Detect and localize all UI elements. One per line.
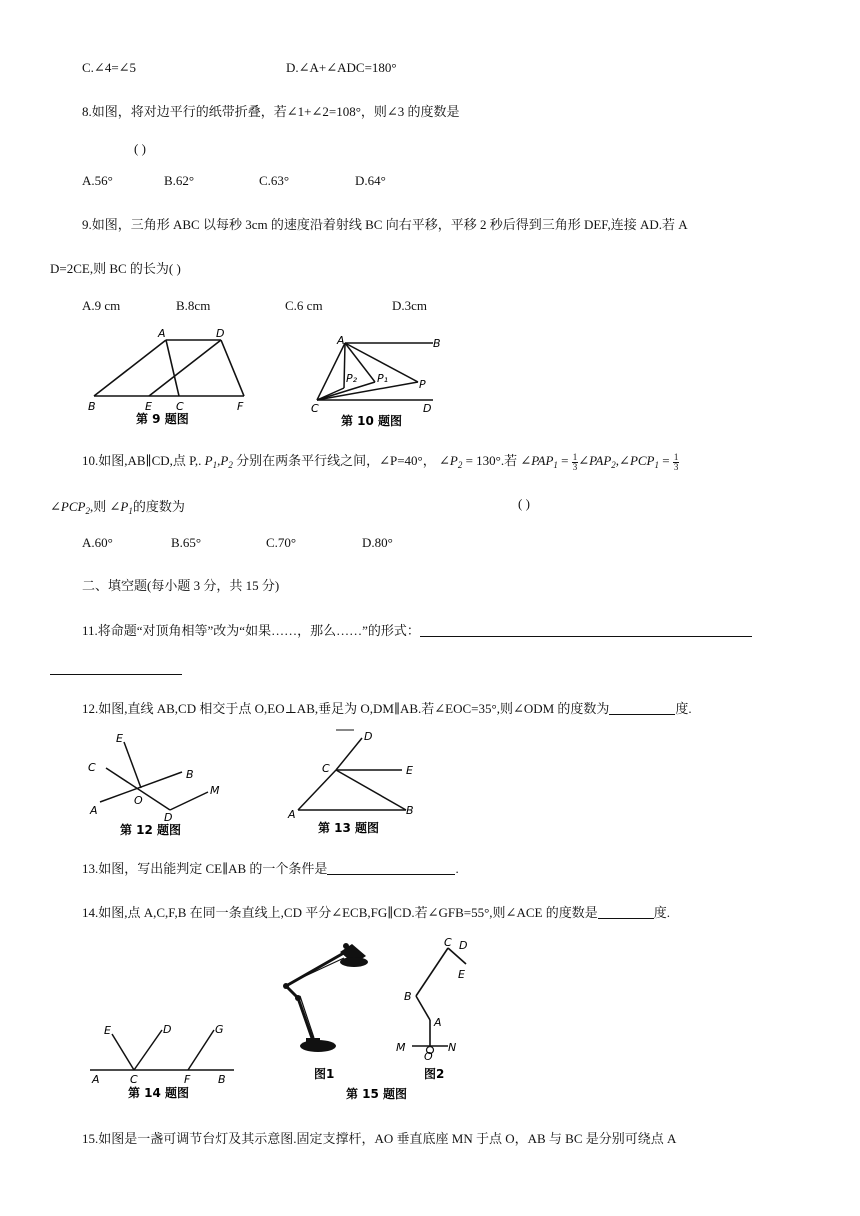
- fig10-label-p1: P₁: [377, 372, 389, 385]
- fig12-label-d: D: [164, 811, 173, 824]
- q10-stem-line2: [50, 496, 185, 516]
- section-2-heading: 二、填空题(每小题 3 分，共 15 分): [82, 578, 280, 593]
- fig15-label-b: B: [404, 990, 412, 1003]
- figure-10: [305, 330, 450, 430]
- figure-13: [284, 726, 424, 838]
- figure-15: [270, 934, 470, 1104]
- q10-text-4: ,∠PCP: [615, 453, 655, 468]
- q13-answer-blank[interactable]: [327, 860, 455, 875]
- q10-angle-pap1: $\angle PAP_1$: [520, 453, 558, 470]
- fig15-label-d: D: [459, 939, 468, 952]
- fig13-label-c: C: [322, 762, 330, 775]
- q9-stem-line2: D=2CE,则 BC 的长为( ): [50, 261, 181, 276]
- q8-option-d: D.64°: [355, 173, 386, 188]
- fig15-label-a: A: [434, 1016, 442, 1029]
- fig10-label-c: C: [311, 402, 319, 415]
- fig9-label-b: B: [88, 400, 96, 413]
- fig15-label-c: C: [444, 936, 452, 949]
- fig12-caption: 第 12 题图: [120, 823, 182, 837]
- fig12-label-e: E: [116, 732, 123, 745]
- q10-comma: ,: [217, 453, 221, 468]
- q11-answer-blank-2[interactable]: [50, 660, 182, 675]
- q11-stem: [82, 620, 752, 639]
- q10-text-2: 分别在两条平行线之间，∠P=40°，: [236, 453, 436, 468]
- fig13-caption: 第 13 题图: [318, 821, 380, 835]
- fig10-label-d: D: [423, 402, 432, 415]
- fig15-label-n: N: [448, 1041, 457, 1054]
- q10-fraction-1: $\frac{1}{3}$: [572, 451, 578, 472]
- fig14-label-d: D: [163, 1023, 172, 1036]
- fig10-label-b: B: [433, 337, 441, 350]
- fig10-label-p: P: [419, 378, 426, 391]
- fig13-label-e: E: [406, 764, 413, 777]
- fig14-label-e: E: [104, 1024, 111, 1037]
- fig15-sub1: 图1: [314, 1067, 335, 1081]
- q10-option-d: D.80°: [362, 535, 393, 550]
- q10-p2-symbol: $P_2$: [220, 453, 233, 470]
- q14-answer-blank[interactable]: [598, 904, 654, 919]
- figure-12: [86, 728, 236, 840]
- fig9-label-c: C: [176, 400, 184, 413]
- fig9-label-f: F: [237, 400, 244, 413]
- q10-angle-p2: $\angle P_2$: [438, 453, 463, 470]
- q10-equals-2: =: [662, 453, 670, 468]
- q10-angle-pcp2: $\angle PCP_2$: [50, 499, 90, 516]
- fig15-sub2: 图2: [424, 1067, 445, 1081]
- q10-text-1: 10.如图,AB∥CD,点 P,.: [82, 453, 202, 468]
- fig14-label-a: A: [92, 1073, 100, 1086]
- q10-text-3: = 130°.若: [465, 453, 518, 468]
- q10-equals-1: =: [561, 453, 569, 468]
- fig9-label-a: A: [158, 327, 166, 340]
- fig14-label-c: C: [130, 1073, 138, 1086]
- q10-sub-1: 1: [654, 460, 659, 470]
- fig12-label-a: A: [90, 804, 98, 817]
- q14-text: 14.如图,点 A,C,F,B 在同一条直线上,CD 平分∠ECB,FG∥CD.若∠GFB=55°,则∠ACE 的度数是: [82, 905, 598, 920]
- fig12-label-m: M: [210, 784, 220, 797]
- q11-text: 11.将命题“对顶角相等”改为“如果……，那么……”的形式：: [82, 623, 420, 638]
- q12-unit: 度.: [675, 701, 692, 716]
- q10-stem-line1: [82, 450, 679, 472]
- fig12-label-o: O: [134, 794, 143, 807]
- fig13-label-b: B: [406, 804, 414, 817]
- q7-option-c: C.∠4=∠5: [82, 60, 137, 75]
- q13-stem: [82, 858, 459, 877]
- fig13-label-a: A: [288, 808, 296, 821]
- fig14-caption: 第 14 题图: [128, 1086, 190, 1100]
- q13-text: 13.如图，写出能判定 CE∥AB 的一个条件是: [82, 861, 328, 876]
- q8-option-b: B.62°: [164, 173, 195, 188]
- fig10-label-p2: P₂: [346, 372, 358, 385]
- figure-9: [80, 324, 260, 430]
- q15-stem: 15.如图是一盏可调节台灯及其示意图.固定支撑杆，AO 垂直底座 MN 于点 O，AB 与 BC 是分别可绕点 A: [82, 1131, 677, 1146]
- q11-continuation: [50, 660, 182, 677]
- q8-option-a: A.56°: [82, 173, 113, 188]
- q12-text: 12.如图,直线 AB,CD 相交于点 O,EO⊥AB,垂足为 O,DM∥AB.若∠EOC=35°,则∠ODM 的度数为: [82, 701, 610, 716]
- fig13-label-d: D: [364, 730, 373, 743]
- fig9-label-d: D: [216, 327, 225, 340]
- q10-angle-p1: $\angle P_1$: [109, 499, 133, 516]
- q10-fraction-2: $\frac{1}{3}$: [673, 451, 679, 472]
- q9-stem-line1: 9.如图，三角形 ABC 以每秒 3cm 的速度沿着射线 BC 向右平移，平移 2 秒后得到三角形 DEF,连接 AD.若 A: [82, 217, 688, 232]
- fig14-label-g: G: [215, 1023, 224, 1036]
- q9-option-d: D.3cm: [392, 298, 428, 313]
- figure-14: [88, 1016, 238, 1102]
- q13-period: .: [455, 861, 459, 876]
- q10-option-b: B.65°: [171, 535, 202, 550]
- q10-paren: ( ): [518, 496, 530, 511]
- fig14-label-b: B: [218, 1073, 226, 1086]
- q14-stem: [82, 902, 670, 921]
- q10-option-c: C.70°: [266, 535, 297, 550]
- q9-option-c: C.6 cm: [285, 298, 323, 313]
- fig9-label-e: E: [145, 400, 152, 413]
- q8-option-c: C.63°: [259, 173, 290, 188]
- fig15-label-e: E: [458, 968, 465, 981]
- q12-answer-blank[interactable]: [609, 700, 675, 715]
- q14-unit: 度.: [653, 905, 670, 920]
- fig15-label-m: M: [396, 1041, 406, 1054]
- q12-stem: [82, 698, 692, 717]
- q9-option-a: A.9 cm: [82, 298, 121, 313]
- q10-text-6: 的度数为: [132, 499, 185, 514]
- fig10-caption: 第 10 题图: [341, 414, 403, 428]
- q11-answer-blank[interactable]: [420, 622, 752, 637]
- fig14-label-f: F: [184, 1073, 191, 1086]
- q10-angle-pap2: $\angle PAP_2$: [578, 453, 616, 470]
- q8-stem: 8.如图，将对边平行的纸带折叠，若∠1+∠2=108°，则∠3 的度数是: [82, 104, 460, 119]
- q7-option-d: D.∠A+∠ADC=180°: [286, 60, 397, 75]
- q10-option-a: A.60°: [82, 535, 113, 550]
- q10-text-5: ,则: [89, 499, 107, 514]
- desk-lamp-illustration: [283, 943, 368, 1052]
- fig15-label-o: O: [424, 1050, 433, 1063]
- fig9-caption: 第 9 题图: [136, 412, 189, 426]
- q9-option-b: B.8cm: [176, 298, 211, 313]
- fig10-label-a: A: [337, 334, 345, 347]
- q8-paren: ( ): [134, 141, 146, 156]
- fig12-label-b: B: [186, 768, 194, 781]
- fig15-caption: 第 15 题图: [346, 1087, 408, 1101]
- q10-p1-symbol: $P_1$: [204, 453, 218, 470]
- fig12-label-c: C: [88, 761, 96, 774]
